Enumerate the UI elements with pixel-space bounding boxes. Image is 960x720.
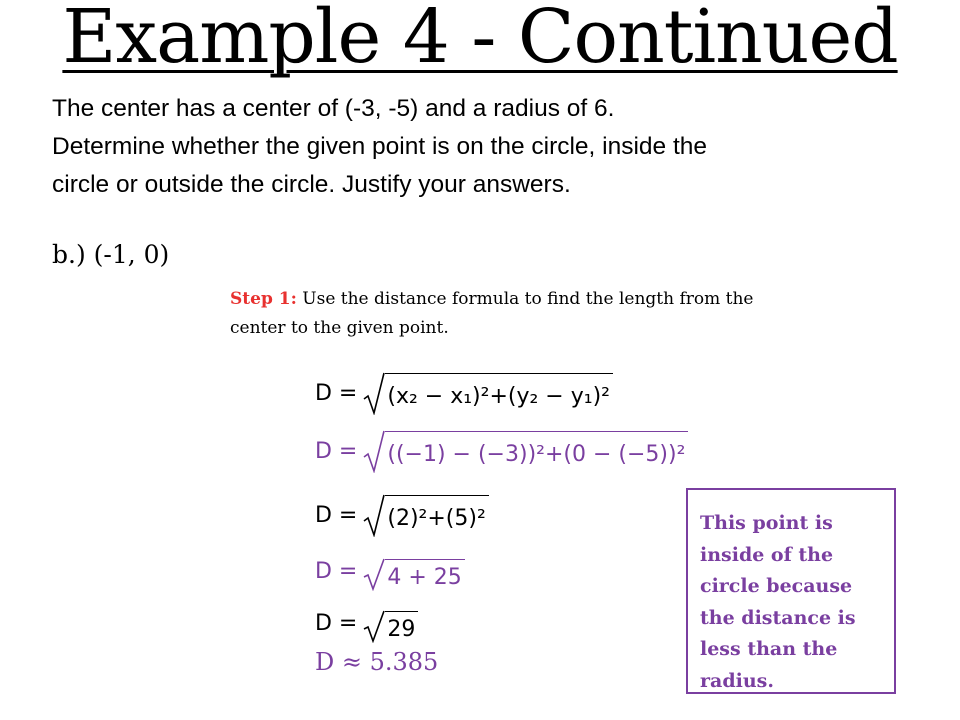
problem-line: Determine whether the given point is on the circle, inside the: [52, 133, 708, 160]
equation-lhs: D =: [315, 438, 358, 464]
step-label: Step 1:: [230, 289, 297, 309]
step-instructions: [230, 285, 950, 343]
radicand: (x₂ − x₁)²+(y₂ − y₁)²: [385, 373, 613, 416]
equation-result: D ≈ 5.385: [315, 648, 439, 676]
radicand: 29: [385, 611, 418, 644]
radicand: ((−1) − (−3))²+(0 − (−5))²: [385, 431, 688, 474]
equation-formula: [315, 368, 613, 418]
equation-lhs: D =: [315, 610, 358, 636]
radical-sign-icon: [363, 429, 385, 473]
conclusion-line: the distance is: [700, 606, 856, 629]
equation-lhs: D =: [315, 558, 358, 584]
equation-sum: [315, 546, 465, 596]
square-root: [363, 551, 464, 592]
square-root: [363, 493, 488, 538]
problem-statement: [52, 90, 942, 204]
conclusion-line: radius.: [700, 669, 774, 692]
equation-total: [315, 598, 418, 648]
conclusion-line: less than the: [700, 638, 838, 660]
radicand: 4 + 25: [385, 559, 464, 592]
radical-sign-icon: [363, 493, 385, 537]
equation-substituted: [315, 426, 688, 476]
equation-lhs: D =: [315, 380, 358, 406]
step-text: Use the distance formula to find the length from the: [296, 289, 754, 309]
problem-line: circle or outside the circle. Justify your answers.: [52, 171, 571, 198]
part-label: b.) (-1, 0): [52, 240, 170, 269]
conclusion-line: circle because: [700, 575, 853, 597]
square-root: [363, 371, 613, 416]
radical-sign-icon: [363, 557, 385, 591]
conclusion-box: [686, 488, 896, 694]
equation-simplified: [315, 490, 489, 540]
conclusion-line: This point is: [700, 512, 833, 534]
step-line: center to the given point.: [230, 318, 449, 338]
problem-line: The center has a center of (-3, -5) and a radius of 6.: [52, 95, 615, 122]
radical-sign-icon: [363, 371, 385, 415]
radical-sign-icon: [363, 609, 385, 643]
step-line: [230, 285, 950, 314]
conclusion-line: inside of the: [700, 543, 834, 566]
square-root: [363, 603, 418, 644]
radicand: (2)²+(5)²: [385, 495, 488, 538]
page-title: Example 4 - Continued: [62, 0, 898, 80]
equation-lhs: D =: [315, 502, 358, 528]
square-root: [363, 429, 688, 474]
